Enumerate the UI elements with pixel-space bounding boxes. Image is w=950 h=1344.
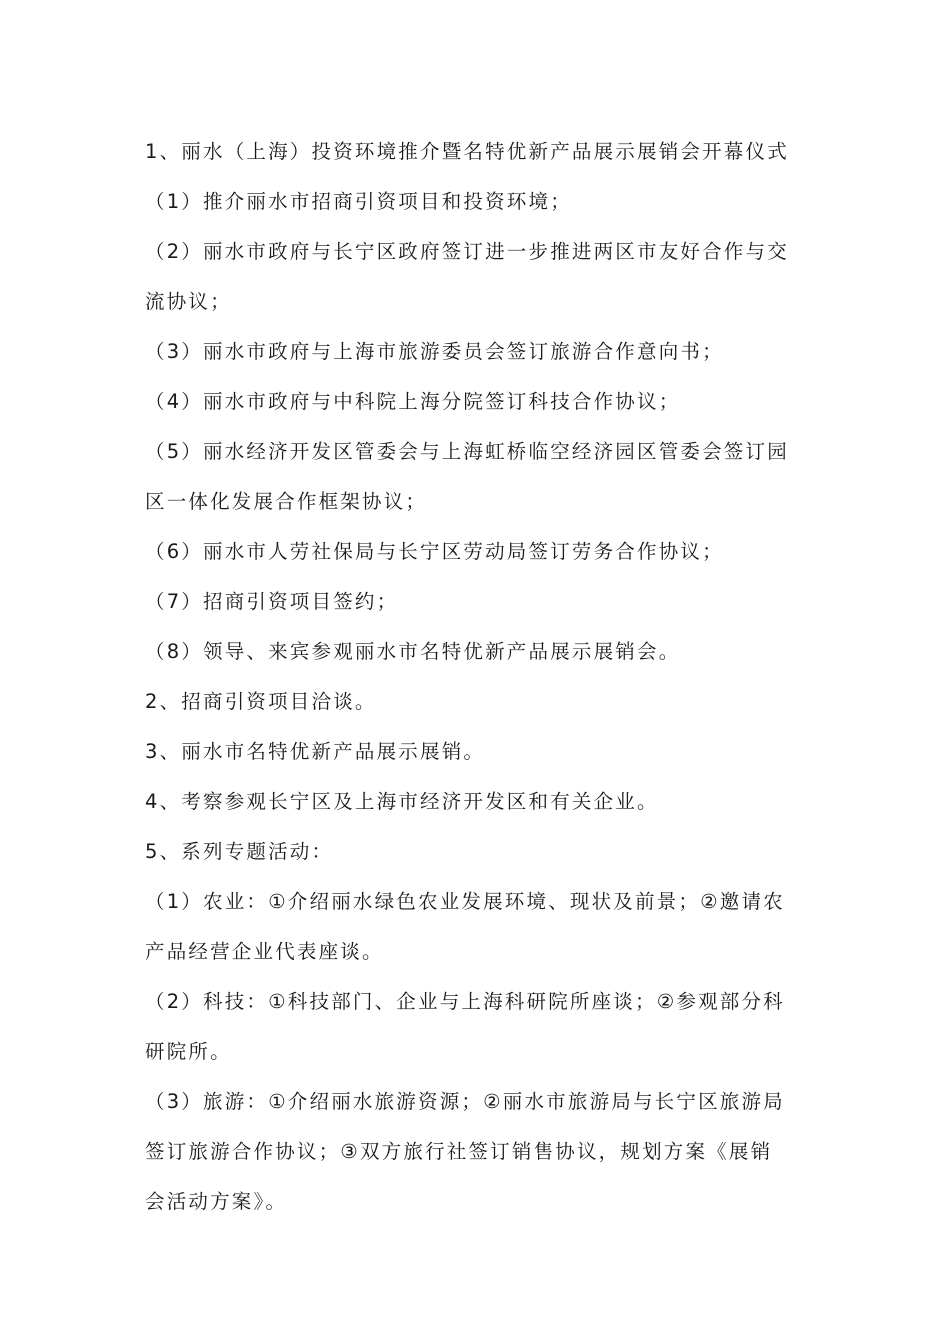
heading-3-product-exhibition: 3、丽水市名特优新产品展示展销。 (145, 740, 486, 763)
list-item-1-7: （7）招商引资项目签约； (145, 590, 399, 613)
list-item-1-5-continued: 区一体化发展合作框架协议； (145, 490, 428, 513)
list-item-5-3-tourism: （3）旅游：①介绍丽水旅游资源；②丽水市旅游局与长宁区旅游局 (145, 1090, 785, 1113)
list-item-1-5: （5）丽水经济开发区管委会与上海虹桥临空经济园区管委会签订园 (145, 440, 789, 463)
list-item-1-6: （6）丽水市人劳社保局与长宁区劳动局签订劳务合作协议； (145, 540, 724, 563)
document-body (145, 127, 810, 1227)
list-item-1-4: （4）丽水市政府与中科院上海分院签订科技合作协议； (145, 390, 681, 413)
list-item-5-3-continued: 签订旅游合作协议；③双方旅行社签订销售协议，规划方案《展销 (145, 1140, 773, 1163)
list-item-5-1-agriculture: （1）农业：①介绍丽水绿色农业发展环境、现状及前景；②邀请农 (145, 890, 785, 913)
list-item-5-1-continued: 产品经营企业代表座谈。 (145, 940, 384, 963)
heading-2-project-negotiation: 2、招商引资项目洽谈。 (145, 690, 377, 713)
list-item-5-3-continued-2: 会活动方案》。 (145, 1190, 288, 1213)
list-item-1-2: （2）丽水市政府与长宁区政府签订进一步推进两区市友好合作与交 (145, 240, 789, 263)
heading-4-inspection-visit: 4、考察参观长宁区及上海市经济开发区和有关企业。 (145, 790, 659, 813)
list-item-1-2-continued: 流协议； (145, 290, 232, 313)
heading-5-special-activities: 5、系列专题活动： (145, 840, 334, 863)
list-item-1-3: （3）丽水市政府与上海市旅游委员会签订旅游合作意向书； (145, 340, 724, 363)
list-item-5-2-technology: （2）科技：①科技部门、企业与上海科研院所座谈；②参观部分科 (145, 990, 785, 1013)
heading-1-opening-ceremony: 1、丽水（上海）投资环境推介暨名特优新产品展示展销会开幕仪式 (145, 140, 789, 163)
list-item-1-1: （1）推介丽水市招商引资项目和投资环境； (145, 190, 572, 213)
list-item-5-2-continued: 研院所。 (145, 1040, 232, 1063)
list-item-1-8: （8）领导、来宾参观丽水市名特优新产品展示展销会。 (145, 640, 681, 663)
